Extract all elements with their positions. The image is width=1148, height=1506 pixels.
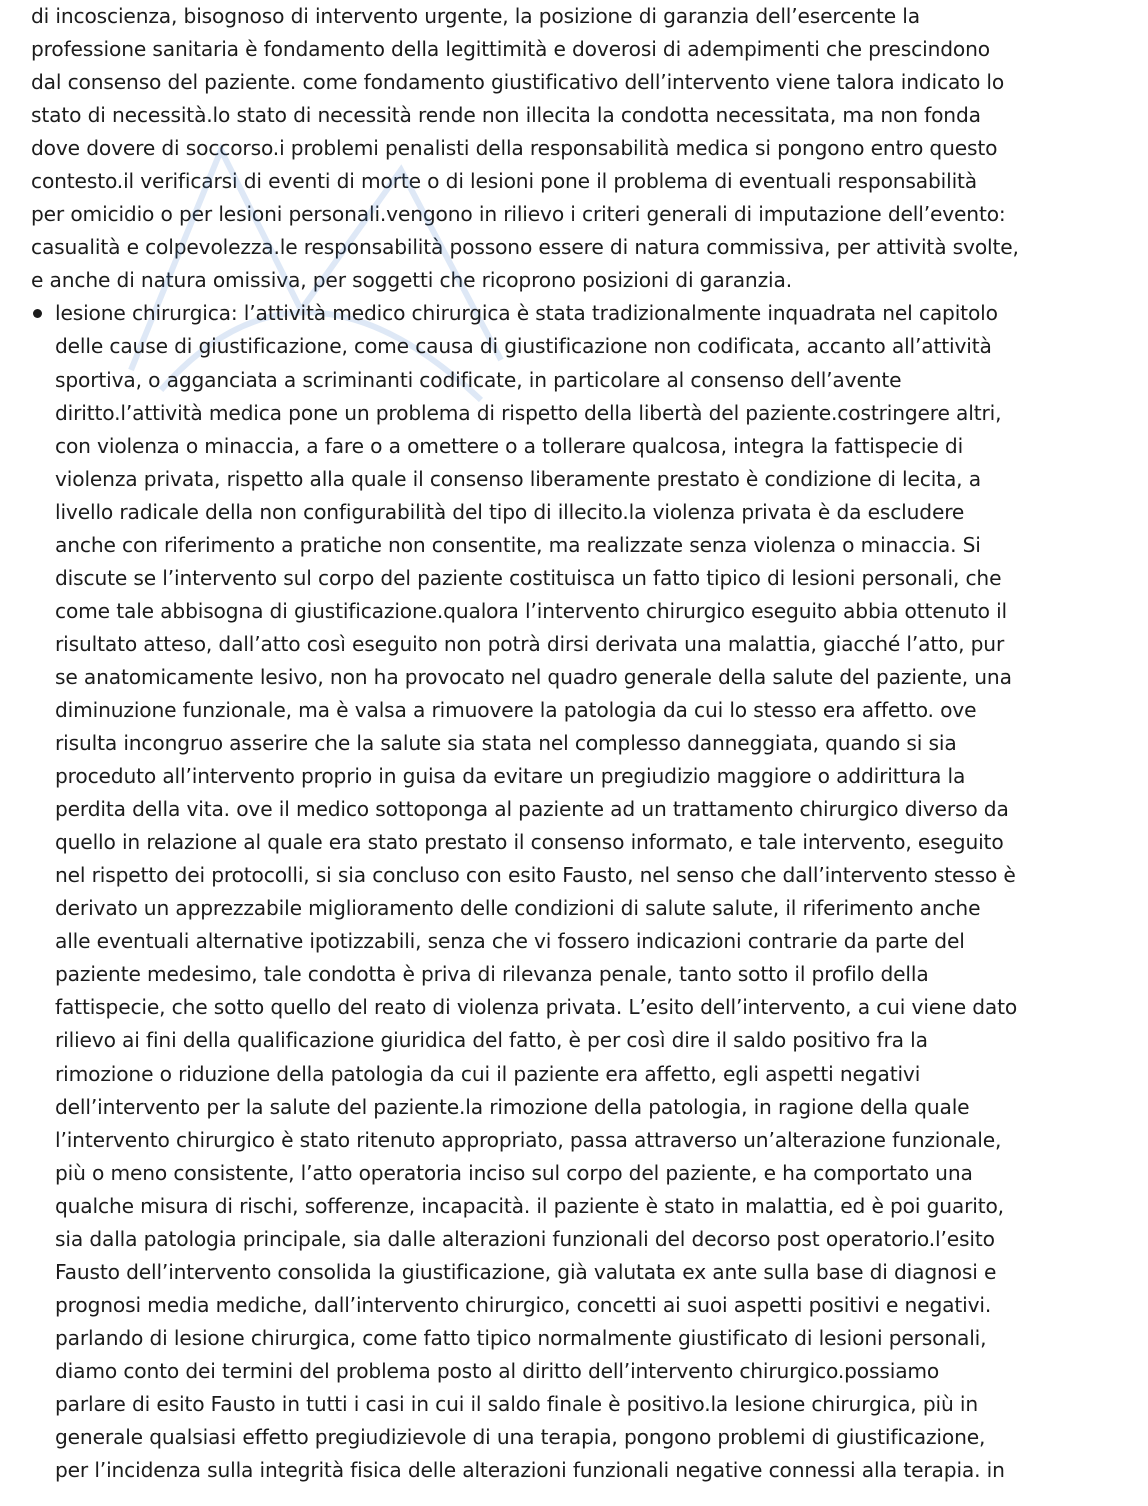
bullet-line: rimozione o riduzione della patologia da cui il paziente era affetto, egli aspetti negativi bbox=[55, 1061, 921, 1086]
bullet-line: diritto.l’attività medica pone un problema di rispetto della libertà del paziente.costringere altri, bbox=[55, 400, 1002, 425]
bullet-item-lesione-chirurgica bbox=[31, 297, 1121, 1487]
bullet-line: rilievo ai fini della qualificazione giuridica del fatto, è per così dire il saldo positivo fra la bbox=[55, 1028, 928, 1053]
bullet-line: livello radicale della non configurabilità del tipo di illecito.la violenza privata è da escludere bbox=[55, 499, 965, 524]
intro-line: contesto.il verificarsi di eventi di morte o di lesioni pone il problema di eventuali responsabilità bbox=[31, 169, 978, 194]
bullet-line: Fausto dell’intervento consolida la giustificazione, già valutata ex ante sulla base di diagnosi e bbox=[55, 1259, 997, 1284]
intro-line: dal consenso del paziente. come fondamento giustificativo dell’intervento viene talora indicato lo bbox=[31, 70, 1005, 95]
bullet-line: alle eventuali alternative ipotizzabili, senza che vi fossero indicazioni contrarie da parte del bbox=[55, 929, 965, 954]
bullet-line: parlando di lesione chirurgica, come fatto tipico normalmente giustificato di lesioni personali, bbox=[55, 1325, 987, 1350]
bullet-line: generale qualsiasi effetto pregiudizievole di una terapia, pongono problemi di giustificazione, bbox=[55, 1425, 986, 1450]
bullet-line: quello in relazione al quale era stato prestato il consenso informato, e tale intervento, eseguito bbox=[55, 830, 1004, 855]
bullet-line: delle cause di giustificazione, come causa di giustificazione non codificata, accanto all’attività bbox=[55, 334, 992, 359]
intro-line: casualità e colpevolezza.le responsabilità possono essere di natura commissiva, per attività svolte, bbox=[31, 235, 1019, 260]
bullet-line: fattispecie, che sotto quello del reato di violenza privata. L’esito dell’intervento, a cui viene dato bbox=[55, 995, 1018, 1020]
intro-line: di incoscienza, bisognoso di intervento urgente, la posizione di garanzia dell’esercente la bbox=[31, 4, 920, 28]
bullet-line: proceduto all’intervento proprio in guisa da evitare un pregiudizio maggiore o addirittura la bbox=[55, 764, 966, 789]
bullet-line: qualche misura di rischi, sofferenze, incapacità. il paziente è stato in malattia, ed è poi guarito, bbox=[55, 1193, 1004, 1218]
bullet-line: prognosi media mediche, dall’intervento chirurgico, concetti ai suoi aspetti positivi e negativi. bbox=[55, 1292, 992, 1317]
intro-line: dove dovere di soccorso.i problemi penalisti della responsabilità medica si pongono entro questo bbox=[31, 136, 998, 161]
bullet-line: perdita della vita. ove il medico sottoponga al paziente ad un trattamento chirurgico diverso da bbox=[55, 797, 1009, 822]
bullet-line: diamo conto dei termini del problema posto al diritto dell’intervento chirurgico.possiamo bbox=[55, 1358, 940, 1383]
intro-line: per omicidio o per lesioni personali.vengono in rilievo i criteri generali di imputazione dell’evento: bbox=[31, 202, 1006, 227]
bullet-line: nel rispetto dei protocolli, si sia concluso con esito Fausto, nel senso che dall’intervento stesso è bbox=[55, 863, 1016, 888]
bullet-line: derivato un apprezzabile miglioramento delle condizioni di salute salute, il riferimento anche bbox=[55, 896, 981, 921]
bullet-line: con violenza o minaccia, a fare o a omettere o a tollerare qualcosa, integra la fattispecie di bbox=[55, 433, 964, 458]
bullet-line: risultato atteso, dall’atto così eseguito non potrà dirsi derivata una malattia, giacché l’atto, pur bbox=[55, 631, 1005, 656]
bullet-line: sia dalla patologia principale, sia dalle alterazioni funzionali del decorso post operatorio.l’esito bbox=[55, 1226, 995, 1251]
bullet-line: come tale abbisogna di giustificazione.qualora l’intervento chirurgico eseguito abbia ottenuto il bbox=[55, 598, 1007, 623]
bullet-line: paziente medesimo, tale condotta è priva di rilevanza penale, tanto sotto il profilo della bbox=[55, 962, 929, 987]
bullet-line: dell’intervento per la salute del paziente.la rimozione della patologia, in ragione della quale bbox=[55, 1094, 970, 1119]
document-page bbox=[31, 0, 1121, 1506]
bullet-line: violenza privata, rispetto alla quale il consenso liberamente prestato è condizione di lecita, a bbox=[55, 466, 981, 491]
bullet-line: parlare di esito Fausto in tutti i casi in cui il saldo finale è positivo.la lesione chirurgica, più in bbox=[55, 1391, 978, 1416]
intro-line: e anche di natura omissiva, per soggetti che ricoprono posizioni di garanzia. bbox=[31, 268, 792, 293]
bullet-line: risulta incongruo asserire che la salute sia stata nel complesso danneggiata, quando si sia bbox=[55, 731, 957, 756]
bullet-line: diminuzione funzionale, ma è valsa a rimuovere la patologia da cui lo stesso era affetto. ove bbox=[55, 697, 977, 722]
bullet-line: lesione chirurgica: l’attività medico chirurgica è stata tradizionalmente inquadrata nel capitolo bbox=[55, 301, 998, 326]
bullet-line: l’intervento chirurgico è stato ritenuto appropriato, passa attraverso un’alterazione funzionale, bbox=[55, 1127, 1002, 1152]
intro-paragraph bbox=[31, 0, 1121, 297]
bullet-line: più o meno consistente, l’atto operatoria inciso sul corpo del paziente, e ha comportato una bbox=[55, 1160, 973, 1185]
bullet-line: se anatomicamente lesivo, non ha provocato nel quadro generale della salute del paziente, una bbox=[55, 664, 1012, 689]
bullet-line: discute se l’intervento sul corpo del paziente costituisca un fatto tipico di lesioni personali, che bbox=[55, 565, 1002, 590]
bullet-line: per l’incidenza sulla integrità fisica delle alterazioni funzionali negative connessi alla terapia. in bbox=[55, 1458, 1005, 1483]
intro-line: professione sanitaria è fondamento della legittimità e doverosi di adempimenti che prescindono bbox=[31, 37, 990, 62]
bullet-line: anche con riferimento a pratiche non consentite, ma realizzate senza violenza o minaccia. Si bbox=[55, 532, 981, 557]
bullet-line: sportiva, o agganciata a scriminanti codificate, in particolare al consenso dell’avente bbox=[55, 367, 902, 392]
intro-line: stato di necessità.lo stato di necessità rende non illecita la condotta necessitata, ma non fonda bbox=[31, 103, 981, 128]
